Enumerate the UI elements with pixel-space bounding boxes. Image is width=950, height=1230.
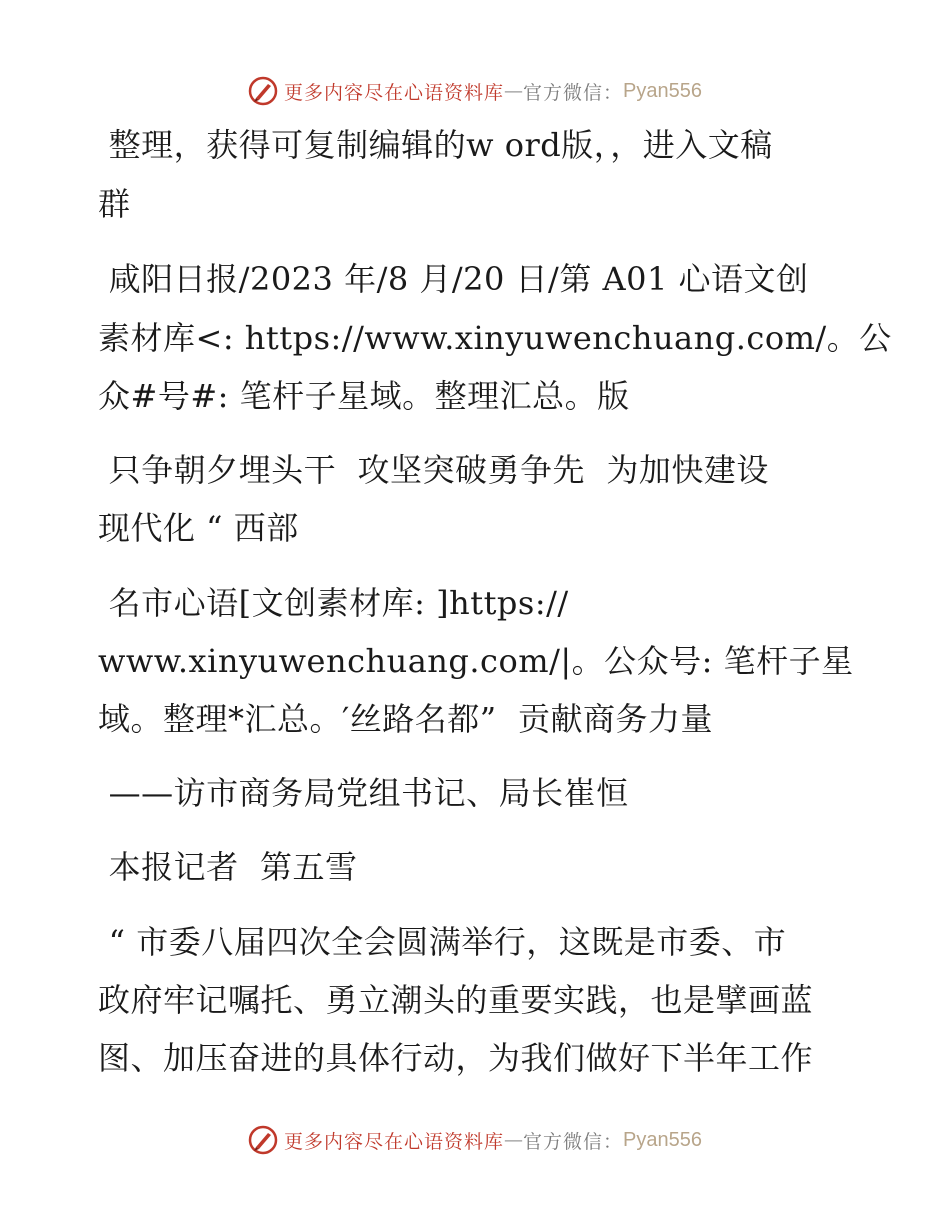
text-line: 素材库<: https://www.xinyuwenchuang.com/。公 xyxy=(98,319,892,357)
text-line: 政府牢记嘱托、勇立潮头的重要实践，也是擘画蓝 xyxy=(98,981,814,1019)
banner-separator: — xyxy=(504,80,524,102)
quill-pen-seal-icon xyxy=(248,1125,278,1155)
text-line: 咸阳日报/2023 年/8 月/20 日/第 A01 心语文创 xyxy=(98,260,809,298)
text-line: 域。整理*汇总。′丝路名都” 贡献商务力量 xyxy=(98,700,713,738)
footer-watermark-banner xyxy=(0,1120,950,1160)
wechat-label: 官方微信： xyxy=(523,81,624,104)
quill-pen-seal-icon xyxy=(248,76,278,106)
wechat-handle: Pyan556 xyxy=(623,1128,702,1151)
banner-separator: — xyxy=(504,1129,524,1151)
text-line: 本报记者 第五雪 xyxy=(98,848,358,886)
brand-text: 更多内容尽在心语资料库 xyxy=(284,81,505,104)
text-line: 群 xyxy=(98,185,131,223)
wechat-handle: Pyan556 xyxy=(623,79,702,102)
text-line: ——访市商务局党组书记、局长崔恒 xyxy=(98,774,629,812)
header-watermark-banner xyxy=(0,71,950,111)
text-line: “ 市委八届四次全会圆满举行，这既是市委、市 xyxy=(98,923,787,961)
text-line: www.xinyuwenchuang.com/|。公众号: 笔杆子星 xyxy=(98,642,854,680)
text-line: 众#号#: 笔杆子星域。整理汇总。版 xyxy=(98,377,630,415)
text-line: 名市心语[文创素材库: ]https:// xyxy=(98,584,569,622)
text-line: 只争朝夕埋头干 攻坚突破勇争先 为加快建设 xyxy=(98,451,769,489)
text-line: 现代化 “ 西部 xyxy=(98,509,299,547)
wechat-label: 官方微信： xyxy=(523,1130,624,1153)
text-line: 图、加压奋进的具体行动，为我们做好下半年工作 xyxy=(98,1039,814,1077)
brand-text: 更多内容尽在心语资料库 xyxy=(284,1130,505,1153)
text-line: 整理，获得可复制编辑的w ord版，，进入文稿 xyxy=(98,126,773,164)
